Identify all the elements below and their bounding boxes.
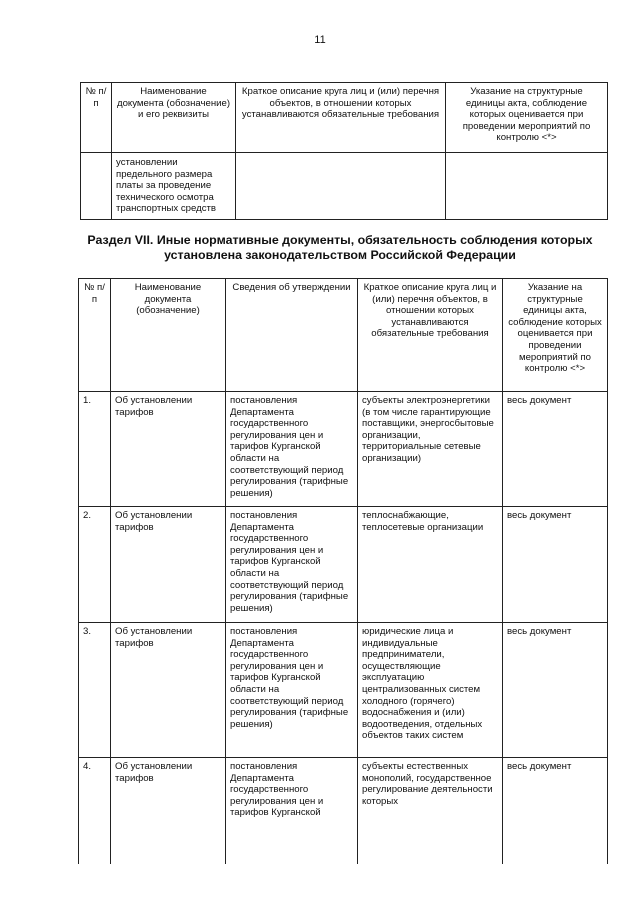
- header-scope: Краткое описание круга лиц и (или) перечня объектов, в отношении которых устанавливаются обязательные требования: [236, 83, 446, 153]
- cell-approval-info: постановления Департамента государственного регулирования цен и тарифов Курганской: [226, 758, 358, 865]
- cell-structural-units: весь документ: [503, 758, 608, 865]
- cell-document-name: Об установлении тарифов: [111, 623, 226, 758]
- cell-number: [81, 153, 112, 220]
- header-approval-info: Сведения об утверждении: [226, 279, 358, 392]
- cell-document-name: Об установлении тарифов: [111, 507, 226, 623]
- table-row: [79, 758, 608, 865]
- header-structural-units: Указание на структурные единицы акта, соблюдение которых оценивается при проведении мероприятий по контролю <*>: [503, 279, 608, 392]
- table-row: [79, 507, 608, 623]
- cell-scope: теплоснабжающие, теплосетевые организации: [358, 507, 503, 623]
- cell-number: 2.: [79, 507, 111, 623]
- header-number: № п/п: [81, 83, 112, 153]
- cell-number: 4.: [79, 758, 111, 865]
- cell-scope: субъекты электроэнергетики (в том числе гарантирующие поставщики, энергосбытовые организации, территориальные сетевые организации): [358, 392, 503, 507]
- section-title: Раздел VII. Иные нормативные документы, обязательность соблюдения которых установлена законодательством Российской Федерации: [87, 233, 593, 262]
- cell-number: 1.: [79, 392, 111, 507]
- table-header-row: [79, 279, 608, 392]
- cell-structural-units: весь документ: [503, 507, 608, 623]
- cell-document-name: Об установлении тарифов: [111, 392, 226, 507]
- cell-document-name: Об установлении тарифов: [111, 758, 226, 865]
- header-structural-units: Указание на структурные единицы акта, соблюдение которых оценивается при проведении мероприятий по контролю <*>: [446, 83, 608, 153]
- header-document-name: Наименование документа (обозначение): [111, 279, 226, 392]
- header-number: № п/п: [79, 279, 111, 392]
- header-document-name: Наименование документа (обозначение) и его реквизиты: [112, 83, 236, 153]
- table-header-row: [81, 83, 608, 153]
- page-number: 11: [314, 34, 326, 46]
- other-normative-documents-table: [78, 278, 608, 864]
- cell-structural-units: весь документ: [503, 623, 608, 758]
- cell-structural-units: весь документ: [503, 392, 608, 507]
- table-row: [81, 153, 608, 220]
- requirements-table-continued: [80, 82, 608, 220]
- cell-approval-info: постановления Департамента государственного регулирования цен и тарифов Курганской области на соответствующий период регулирования (тарифные решения): [226, 392, 358, 507]
- cell-scope: субъекты естественных монополий, государственное регулирование деятельности которых: [358, 758, 503, 865]
- cell-scope: юридические лица и индивидуальные предприниматели, осуществляющие эксплуатацию централизованных систем холодного (горячего) водоснабжения и (или) водоотведения, отдельных объектов таких систем: [358, 623, 503, 758]
- cell-document-name: установлении предельного размера платы за проведение технического осмотра транспортных средств: [112, 153, 236, 220]
- cell-approval-info: постановления Департамента государственного регулирования цен и тарифов Курганской области на соответствующий период регулирования (тарифные решения): [226, 623, 358, 758]
- cell-scope: [236, 153, 446, 220]
- header-scope: Краткое описание круга лиц и (или) перечня объектов, в отношении которых устанавливаются обязательные требования: [358, 279, 503, 392]
- cell-approval-info: постановления Департамента государственного регулирования цен и тарифов Курганской области на соответствующий период регулирования (тарифные решения): [226, 507, 358, 623]
- cell-number: 3.: [79, 623, 111, 758]
- table-row: [79, 623, 608, 758]
- table-row: [79, 392, 608, 507]
- cell-structural-units: [446, 153, 608, 220]
